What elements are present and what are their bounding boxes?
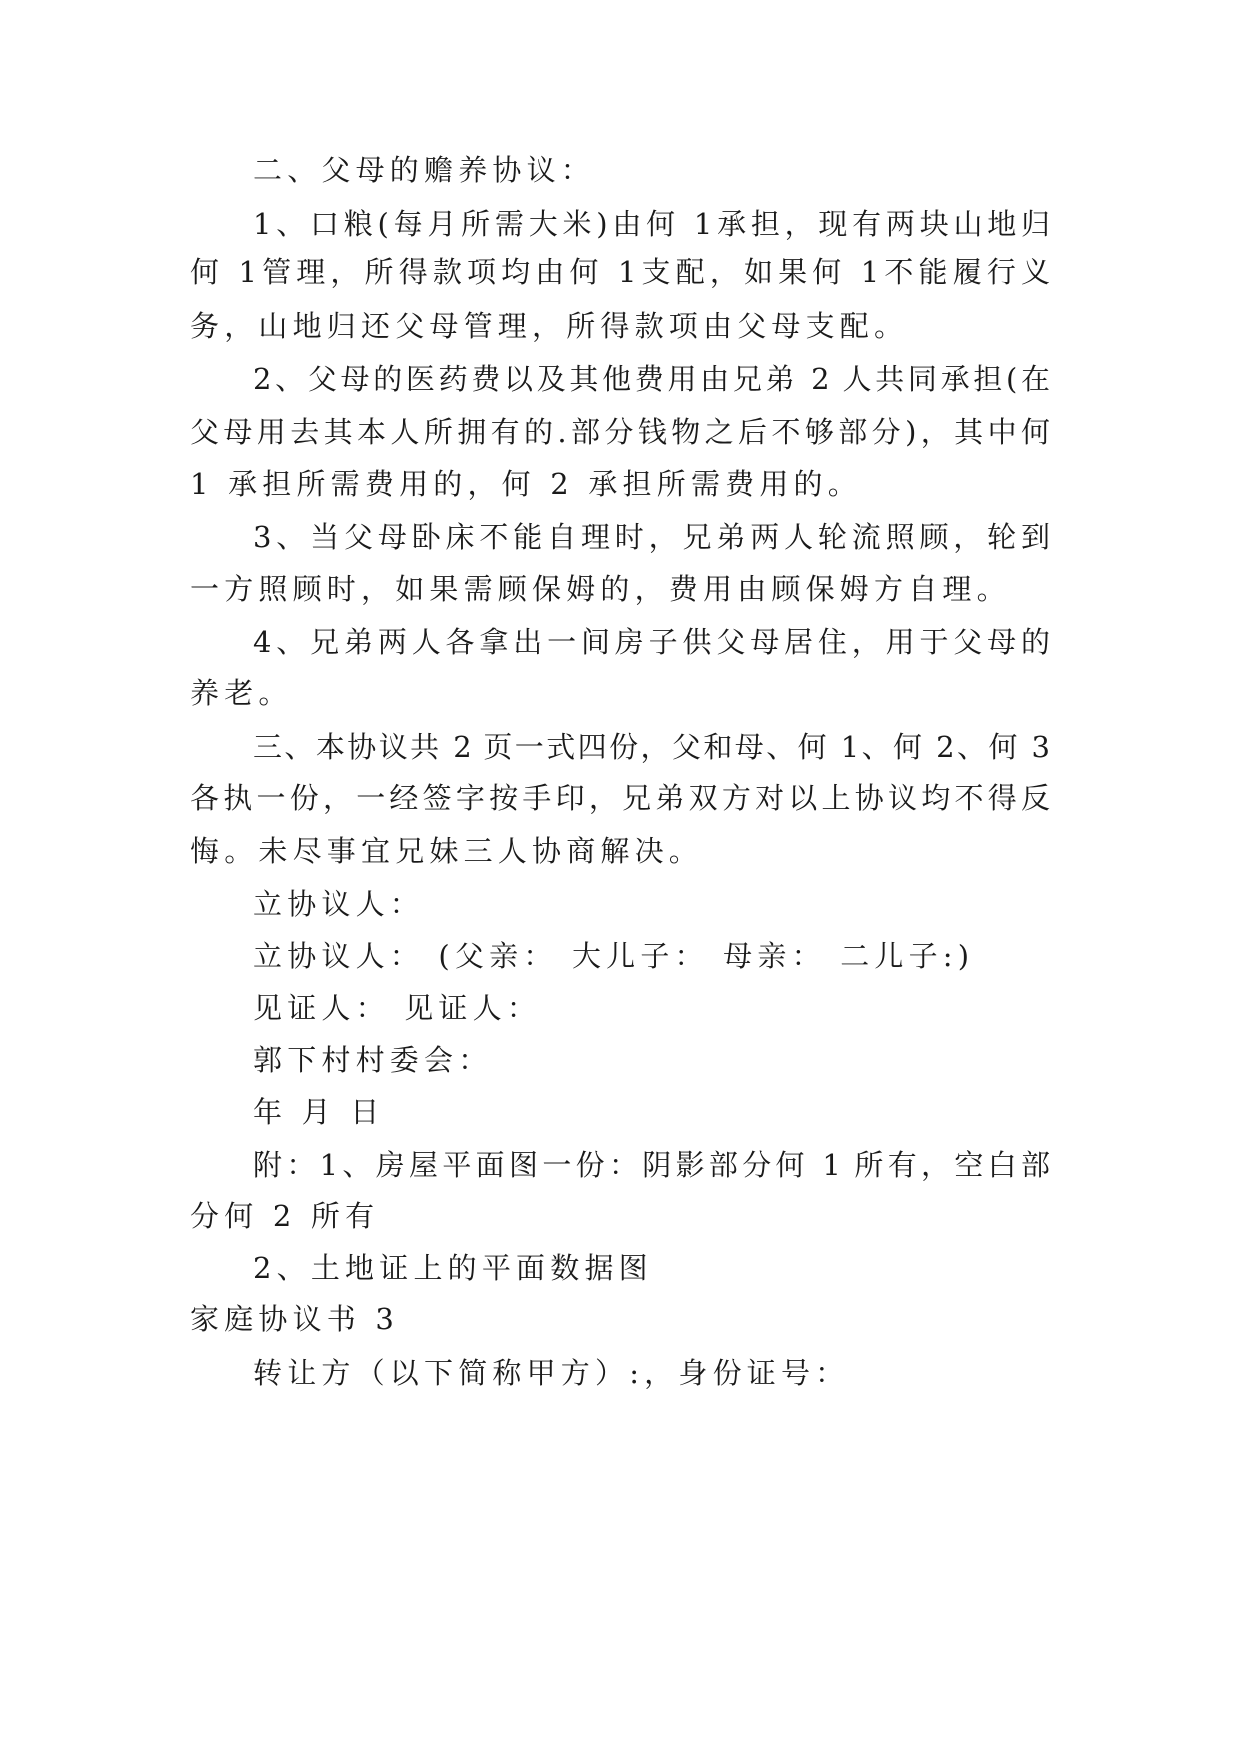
document-title: 家庭协议书 3: [190, 1302, 400, 1336]
signatory-label: 立协议人：: [253, 887, 425, 921]
text-line: 一方照顾时，如果需顾保姆的，费用由顾保姆方自理。: [190, 572, 1011, 606]
text-line: 养老。: [190, 676, 293, 710]
date-line: 年 月 日: [253, 1095, 385, 1129]
text-line: 父母用去其本人所拥有的.部分钱物之后不够部分)，其中何: [190, 415, 1050, 449]
text-line: 2、父母的医药费以及其他费用由兄弟 2 人共同承担(在: [253, 362, 1050, 396]
attachment-line: 附：1、房屋平面图一份：阴影部分何 1 所有，空白部: [253, 1148, 1050, 1182]
text-line: 何 1管理，所得款项均由何 1支配，如果何 1不能履行义: [190, 255, 1050, 289]
section-heading-support-agreement: 二、父母的赡养协议：: [253, 153, 596, 187]
attachment-line: 2、土地证上的平面数据图: [253, 1251, 653, 1285]
witness-line: 见证人： 见证人：: [253, 991, 542, 1025]
text-line: 各执一份，一经签字按手印，兄弟双方对以上协议均不得反: [190, 781, 1050, 815]
section-heading-copies: 三、本协议共 2 页一式四份，父和母、何 1、何 2、何 3: [253, 730, 1050, 764]
text-line: 务，山地归还父母管理，所得款项由父母支配。: [190, 309, 909, 343]
text-line: 1、口粮(每月所需大米)由何 1承担，现有两块山地归: [253, 207, 1050, 241]
text-line: 悔。未尽事宜兄妹三人协商解决。: [190, 834, 704, 868]
text-line: 4、兄弟两人各拿出一间房子供父母居住，用于父母的: [253, 625, 1050, 659]
signatory-names-line: 立协议人： (父亲： 大儿子： 母亲： 二儿子:): [253, 939, 975, 973]
text-line: 3、当父母卧床不能自理时，兄弟两人轮流照顾，轮到: [253, 520, 1050, 554]
transferor-line: 转让方（以下简称甲方）:，身份证号：: [253, 1356, 850, 1390]
text-line: 1 承担所需费用的，何 2 承担所需费用的。: [190, 467, 862, 501]
village-committee-line: 郭下村村委会：: [253, 1043, 493, 1077]
text-line: 分何 2 所有: [190, 1199, 380, 1233]
